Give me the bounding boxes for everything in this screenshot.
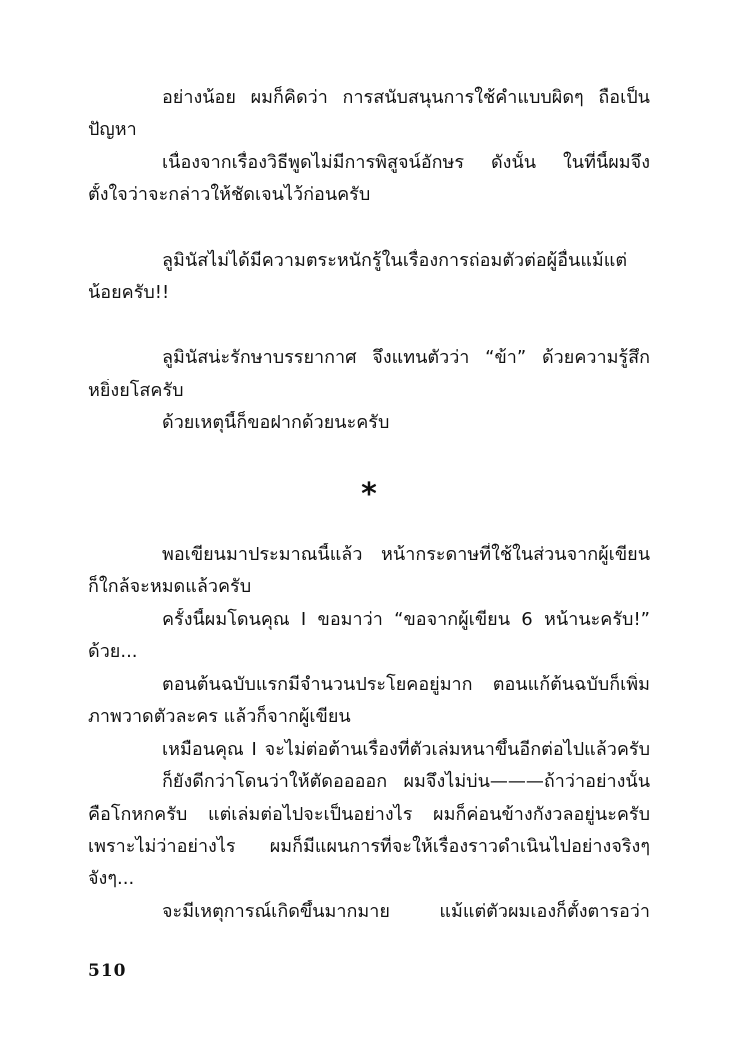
text-line: ตั้งใจว่าจะกล่าวให้ชัดเจนไว้ก่อนครับ xyxy=(88,184,371,205)
text-line: ลูมินัสไม่ได้มีความตระหนักรู้ในเรื่องการถ่อมตัวต่อผู้อื่นแม้แต่ xyxy=(162,250,628,271)
text-line: ครั้งนี้ผมโดนคุณ I ขอมาว่า “ขอจากผู้เขียน 6 หน้านะครับ!” xyxy=(162,609,650,630)
text-line: หยิ่งยโสครับ xyxy=(88,380,184,401)
text-line: ด้วย... xyxy=(88,641,138,662)
text-line: น้อยครับ!! xyxy=(88,282,170,303)
page-number: 510 xyxy=(88,961,127,981)
text-line: จะมีเหตุการณ์เกิดขึ้นมากมาย แม้แต่ตัวผมเองก็ตั้งตารอว่า xyxy=(162,901,650,922)
text-line: ก็ใกล้จะหมดแล้วครับ xyxy=(88,576,252,597)
text-line: เหมือนคุณ I จะไม่ต่อต้านเรื่องที่ตัวเล่มหนาขึ้นอีกต่อไปแล้วครับ xyxy=(162,739,650,760)
text-line: ลูมินัสน่ะรักษาบรรยากาศ จึงแทนตัวว่า “ข้า” ด้วยความรู้สึก xyxy=(162,347,650,368)
text-line: ตอนต้นฉบับแรกมีจำนวนประโยคอยู่มาก ตอนแก้ต้นฉบับก็เพิ่ม xyxy=(162,674,650,695)
text-line: อย่างน้อย ผมก็คิดว่า การสนับสนุนการใช้คำแบบผิดๆ ถือเป็น xyxy=(162,87,650,108)
text-line: คือโกหกครับ แต่เล่มต่อไปจะเป็นอย่างไร ผมก็ค่อนข้างกังวลอยู่นะครับ xyxy=(88,804,650,825)
text-line: ก็ยังดีกว่าโดนว่าให้ตัดออออก ผมจึงไม่บ่น———ถ้าว่าอย่างนั้น xyxy=(162,771,650,792)
text-line: เพราะไม่ว่าอย่างไร ผมก็มีแผนการที่จะให้เรื่องราวดำเนินไปอย่างจริงๆ xyxy=(88,836,650,857)
text-line: จังๆ... xyxy=(88,868,135,889)
text-line: พอเขียนมาประมาณนี้แล้ว หน้ากระดาษที่ใช้ในส่วนจากผู้เขียน xyxy=(162,544,650,565)
text-line: ด้วยเหตุนี้ก็ขอฝากด้วยนะครับ xyxy=(162,412,390,433)
text-line: เนื่องจากเรื่องวิธีพูดไม่มีการพิสูจน์อักษร ดังนั้น ในที่นี้ผมจึง xyxy=(162,152,650,173)
section-separator: * xyxy=(361,477,377,512)
text-line: ปัญหา xyxy=(88,119,137,140)
text-line: ภาพวาดตัวละคร แล้วก็จากผู้เขียน xyxy=(88,706,351,727)
